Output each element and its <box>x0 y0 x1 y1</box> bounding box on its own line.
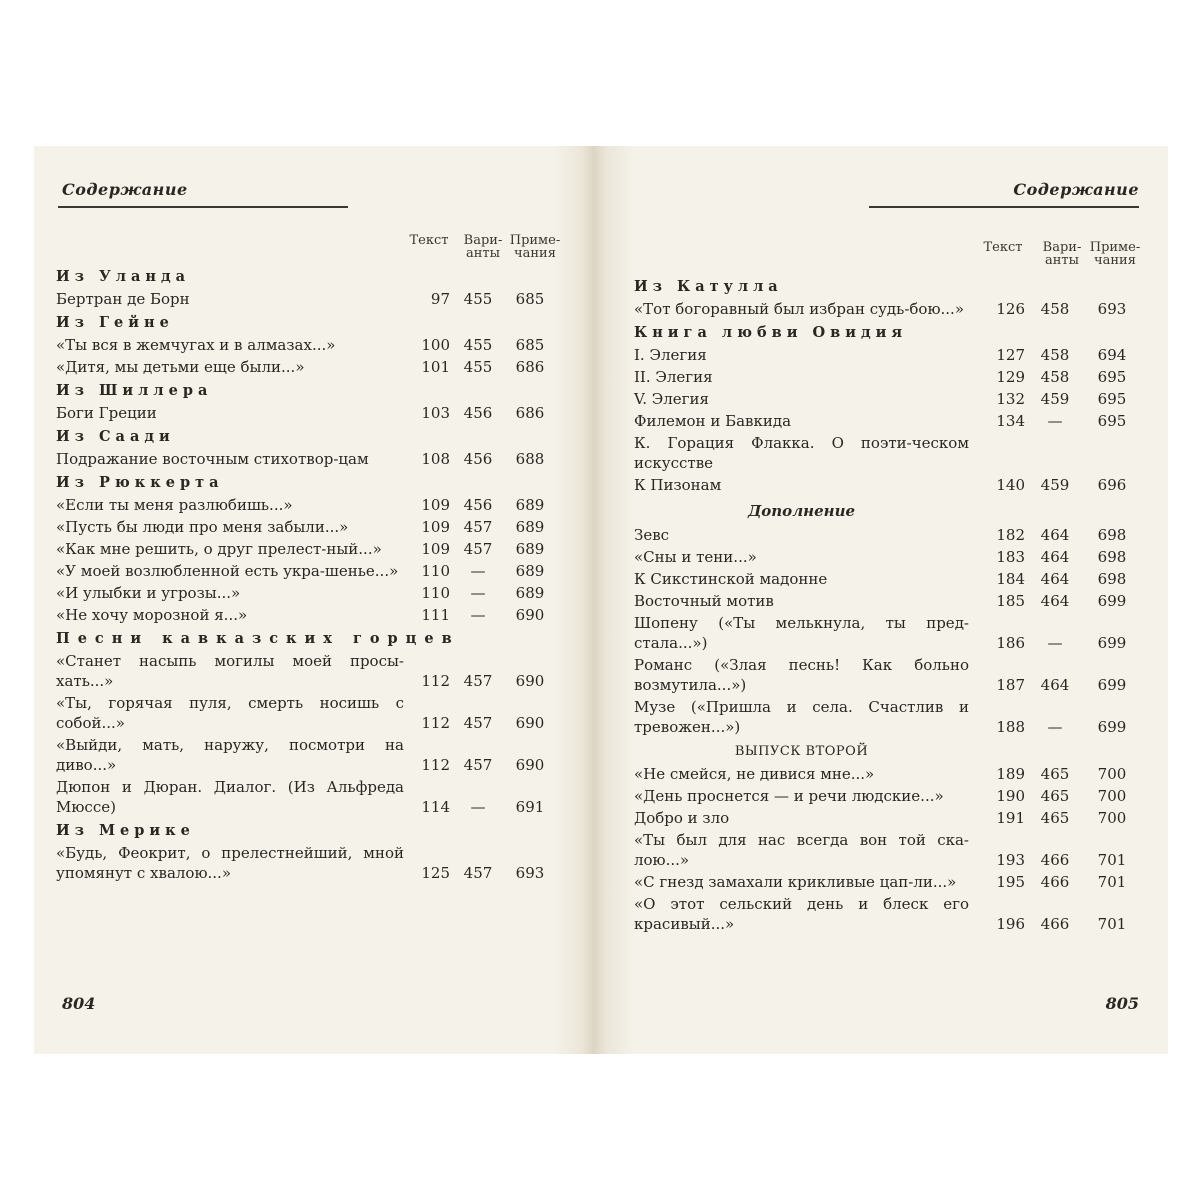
toc-entry-title: «У моей возлюбленной есть укра-шенье...» <box>56 562 399 580</box>
toc-entry <box>634 546 1139 568</box>
toc-entry-title: «Выйди, мать, наружу, посмотри на диво...» <box>56 736 404 774</box>
page-variants: 464 <box>1040 570 1070 588</box>
toc-entry-title: Подражание восточным стихотвор-цам <box>56 450 369 468</box>
toc-entry-title: К. Горация Флакка. О поэти-ческом искусстве <box>634 434 969 472</box>
page-variants: — <box>470 562 486 580</box>
toc-entry <box>634 474 1139 496</box>
page-variants: — <box>1047 718 1063 736</box>
page-text: 140 <box>996 476 1025 494</box>
page-text: 103 <box>421 404 450 422</box>
toc-entry-title: Бертран де Борн <box>56 290 190 308</box>
toc-entry <box>56 402 561 424</box>
page-number: 805 <box>1105 994 1139 1013</box>
page-notes: 689 <box>515 496 545 514</box>
page-notes: 690 <box>515 756 545 774</box>
page-variants: — <box>470 606 486 624</box>
toc-entry-title: Дюпон и Дюран. Диалог. (Из Альфреда Мюссе) <box>56 778 404 816</box>
page-variants: — <box>1047 634 1063 652</box>
page-text: 112 <box>421 672 450 690</box>
toc-entry <box>634 612 1139 654</box>
toc-entry-title: Филемон и Бавкида <box>634 412 792 430</box>
toc-entry-title: Музе («Пришла и села. Счастлив и тревожен...») <box>634 698 969 736</box>
page-text: 184 <box>996 570 1025 588</box>
toc-entry <box>634 410 1139 432</box>
toc-entry-title: «Станет насыпь могилы моей просы-хать...» <box>56 652 404 690</box>
page-text: 182 <box>996 526 1025 544</box>
page-text: 186 <box>996 634 1025 652</box>
page-notes: 694 <box>1097 346 1127 364</box>
page-text: 190 <box>996 787 1025 805</box>
page-notes: 701 <box>1097 915 1127 933</box>
page-text: 109 <box>421 496 450 514</box>
page-text: 195 <box>996 873 1025 891</box>
toc-entry-title: II. Элегия <box>634 368 713 386</box>
col-head-notes: Приме- чания <box>509 233 561 261</box>
toc-entry-title: Добро и зло <box>634 809 730 827</box>
toc-entry-title: «И улыбки и угрозы...» <box>56 584 241 602</box>
page-text: 112 <box>421 756 450 774</box>
toc-entry <box>56 650 561 692</box>
toc-entry <box>634 366 1139 388</box>
toc-section-heading: Из Мерике <box>56 822 195 839</box>
toc-list <box>56 264 561 884</box>
toc-entry <box>56 842 561 884</box>
col-head-text: Текст <box>409 233 449 248</box>
toc-entry-title: Зевс <box>634 526 670 544</box>
col-head-notes: Приме- чания <box>1089 240 1141 268</box>
toc-section-heading: Из Рюккерта <box>56 474 224 491</box>
toc-entry <box>56 776 561 818</box>
page-notes: 695 <box>1097 368 1127 386</box>
page-text: 109 <box>421 518 450 536</box>
col-head-variants: Вари- анты <box>1042 240 1082 268</box>
page-text: 112 <box>421 714 450 732</box>
page-notes: 699 <box>1097 592 1127 610</box>
toc-section-heading: Из Катулла <box>634 278 783 295</box>
page-text: 132 <box>996 390 1025 408</box>
page-text: 100 <box>421 336 450 354</box>
page-notes: 696 <box>1097 476 1127 494</box>
toc-entry-title: V. Элегия <box>634 390 709 408</box>
page-text: 109 <box>421 540 450 558</box>
toc-entry <box>634 807 1139 829</box>
page-notes: 691 <box>515 798 545 816</box>
toc-entry <box>56 448 561 470</box>
page-text: 185 <box>996 592 1025 610</box>
page-text: 114 <box>421 798 450 816</box>
toc-entry <box>56 692 561 734</box>
toc-section-heading: Песни кавказских горцев <box>56 630 460 647</box>
page-variants: 458 <box>1040 300 1070 318</box>
toc-entry-title: «Тот богоравный был избран судь-бою...» <box>634 300 965 318</box>
toc-entry <box>634 829 1139 871</box>
header-rule <box>869 206 1139 208</box>
page-variants: 458 <box>1040 346 1070 364</box>
toc-entry <box>56 538 561 560</box>
page-notes: 699 <box>1097 676 1127 694</box>
col-head-text: Текст <box>983 240 1023 255</box>
left-page <box>56 146 561 1054</box>
page-text: 126 <box>996 300 1025 318</box>
page-text: 187 <box>996 676 1025 694</box>
page-notes: 699 <box>1097 718 1127 736</box>
page-variants: 455 <box>463 358 493 376</box>
page-variants: 466 <box>1040 851 1070 869</box>
page-variants: 464 <box>1040 592 1070 610</box>
page-variants: 465 <box>1040 765 1070 783</box>
toc-entry <box>634 763 1139 785</box>
page-text: 110 <box>421 584 450 602</box>
toc-entry <box>634 871 1139 893</box>
page-text: 193 <box>996 851 1025 869</box>
page-notes: 695 <box>1097 390 1127 408</box>
toc-section-heading: Из Гейне <box>56 314 174 331</box>
toc-entry-title: «Дитя, мы детьми еще были...» <box>56 358 305 376</box>
toc-section-heading: Из Шиллера <box>56 382 213 399</box>
page-variants: 459 <box>1040 390 1070 408</box>
toc-entry-title: «Как мне решить, о друг прелест-ный...» <box>56 540 382 558</box>
page-notes: 693 <box>1097 300 1127 318</box>
page-text: 129 <box>996 368 1025 386</box>
page-text: 125 <box>421 864 450 882</box>
page-notes: 700 <box>1097 765 1127 783</box>
toc-entry-title: «Сны и тени...» <box>634 548 757 566</box>
toc-entry <box>56 734 561 776</box>
toc-entry <box>56 334 561 356</box>
page-variants: 457 <box>463 518 493 536</box>
page-variants: — <box>470 584 486 602</box>
toc-entry <box>56 604 561 626</box>
page-variants: — <box>1047 412 1063 430</box>
page-notes: 693 <box>515 864 545 882</box>
toc-entry-title: «Будь, Феокрит, о прелестнейший, мной упомянут с хвалою...» <box>56 844 404 882</box>
page-variants: 465 <box>1040 809 1070 827</box>
page-notes: 690 <box>515 672 545 690</box>
page-notes: 700 <box>1097 809 1127 827</box>
page-variants: 464 <box>1040 676 1070 694</box>
toc-entry <box>56 356 561 378</box>
toc-entry-title: К Пизонам <box>634 476 722 494</box>
toc-entry-title: «Не смейся, не дивися мне...» <box>634 765 875 783</box>
toc-entry <box>56 288 561 310</box>
header-rule <box>58 206 348 208</box>
page-notes: 699 <box>1097 634 1127 652</box>
page-notes: 685 <box>515 290 545 308</box>
toc-section-heading: Книга любви Овидия <box>634 324 908 341</box>
page-variants: 455 <box>463 336 493 354</box>
page-variants: 456 <box>463 496 493 514</box>
page-variants: 464 <box>1040 526 1070 544</box>
toc-entry <box>56 560 561 582</box>
toc-entry-title: I. Элегия <box>634 346 707 364</box>
toc-entry <box>634 344 1139 366</box>
page-notes: 698 <box>1097 570 1127 588</box>
page-variants: 458 <box>1040 368 1070 386</box>
toc-entry <box>634 590 1139 612</box>
page-text: 127 <box>996 346 1025 364</box>
toc-entry-title: «О этот сельский день и блеск его красивый...» <box>634 895 969 933</box>
page-notes: 698 <box>1097 548 1127 566</box>
book-gutter <box>554 146 634 1054</box>
page-variants: 459 <box>1040 476 1070 494</box>
page-notes: 688 <box>515 450 545 468</box>
page-text: 189 <box>996 765 1025 783</box>
page-text: 101 <box>421 358 450 376</box>
page-variants: 456 <box>463 404 493 422</box>
page-notes: 689 <box>515 540 545 558</box>
right-page <box>634 146 1139 1054</box>
page-variants: 457 <box>463 714 493 732</box>
page-notes: 686 <box>515 404 545 422</box>
page-notes: 700 <box>1097 787 1127 805</box>
page-notes: 690 <box>515 606 545 624</box>
toc-entry-title: Шопену («Ты мелькнула, ты пред-стала...») <box>634 614 969 652</box>
toc-entry <box>634 893 1139 935</box>
toc-entry-title: «Ты был для нас всегда вон той ска-лою...» <box>634 831 969 869</box>
page-notes: 695 <box>1097 412 1127 430</box>
toc-entry-title: «День проснется — и речи людские...» <box>634 787 944 805</box>
page-variants: 457 <box>463 864 493 882</box>
toc-entry <box>634 432 1139 474</box>
toc-entry <box>56 582 561 604</box>
toc-entry-title: «Ты вся в жемчугах и в алмазах...» <box>56 336 336 354</box>
page-variants: 457 <box>463 672 493 690</box>
toc-entry-title: «Не хочу морозной я...» <box>56 606 248 624</box>
page-text: 196 <box>996 915 1025 933</box>
toc-subsection-title: ВЫПУСК ВТОРОЙ <box>734 744 869 759</box>
page-notes: 689 <box>515 518 545 536</box>
page-notes: 686 <box>515 358 545 376</box>
toc-entry-title: «Ты, горячая пуля, смерть носишь с собой...» <box>56 694 404 732</box>
running-head: Содержание <box>1013 180 1139 199</box>
page-variants: 455 <box>463 290 493 308</box>
toc-entry <box>634 654 1139 696</box>
toc-entry-title: Романс («Злая песнь! Как больно возмутила...») <box>634 656 969 694</box>
page-notes: 685 <box>515 336 545 354</box>
toc-entry <box>634 785 1139 807</box>
col-head-variants: Вари- анты <box>463 233 503 261</box>
page-text: 108 <box>421 450 450 468</box>
page-notes: 698 <box>1097 526 1127 544</box>
toc-entry <box>634 696 1139 738</box>
page-variants: 466 <box>1040 873 1070 891</box>
page-notes: 689 <box>515 562 545 580</box>
page-variants: 457 <box>463 756 493 774</box>
page-variants: 456 <box>463 450 493 468</box>
toc-section-heading: Из Уланда <box>56 268 191 285</box>
toc-entry-title: Восточный мотив <box>634 592 774 610</box>
toc-entry-title: «Если ты меня разлюбишь...» <box>56 496 293 514</box>
page-notes: 701 <box>1097 873 1127 891</box>
page-notes: 701 <box>1097 851 1127 869</box>
page-variants: 466 <box>1040 915 1070 933</box>
page-text: 134 <box>996 412 1025 430</box>
page-text: 111 <box>421 606 450 624</box>
page-text: 191 <box>996 809 1025 827</box>
toc-entry-title: К Сикстинской мадонне <box>634 570 828 588</box>
toc-entry <box>634 524 1139 546</box>
page-notes: 689 <box>515 584 545 602</box>
toc-entry-title: Боги Греции <box>56 404 157 422</box>
toc-entry-title: «Пусть бы люди про меня забыли...» <box>56 518 349 536</box>
book-spread <box>34 146 1168 1054</box>
page-number: 804 <box>62 994 96 1013</box>
page-variants: 457 <box>463 540 493 558</box>
page-notes: 690 <box>515 714 545 732</box>
page-variants: 465 <box>1040 787 1070 805</box>
page-text: 110 <box>421 562 450 580</box>
toc-list <box>634 274 1139 935</box>
toc-entry <box>56 494 561 516</box>
toc-entry-title: «С гнезд замахали крикливые цап-ли...» <box>634 873 957 891</box>
toc-entry <box>634 298 1139 320</box>
toc-entry <box>56 516 561 538</box>
page-variants: — <box>470 798 486 816</box>
toc-subsection-title: Дополнение <box>747 502 856 520</box>
page-text: 188 <box>996 718 1025 736</box>
page-text: 97 <box>430 290 450 308</box>
toc-entry <box>634 568 1139 590</box>
page-text: 183 <box>996 548 1025 566</box>
page-variants: 464 <box>1040 548 1070 566</box>
toc-section-heading: Из Саади <box>56 428 175 445</box>
running-head: Содержание <box>62 180 188 199</box>
toc-entry <box>634 388 1139 410</box>
